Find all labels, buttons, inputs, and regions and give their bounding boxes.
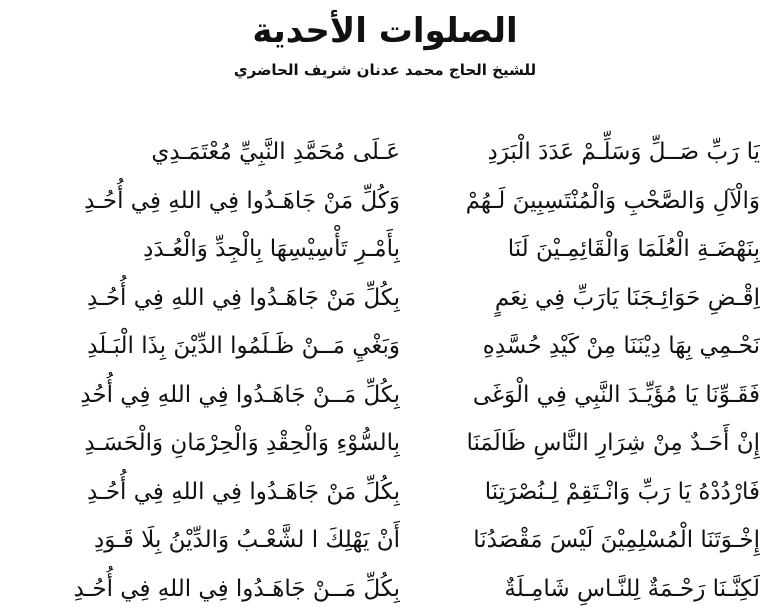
verse-row <box>10 177 760 226</box>
verse-row <box>10 565 760 613</box>
verse-first-hemistich: اِقْـضِ حَوَائِـجَنَا يَارَبِّ فِي نِعَمٍ <box>410 274 760 322</box>
verse-row <box>10 468 760 517</box>
verse-first-hemistich: إِخْـوَتَنَا الْمُسْلِمِيْنَ لَيْسَ مَقْصَدُنَا <box>410 516 760 564</box>
verse-row <box>10 322 760 371</box>
verse-second-hemistich: أَنْ يَهْلِكَ ا لشَّعْـبُ وَالدِّيْنُ بِلَا قَـوَدِ <box>10 516 400 564</box>
verse-second-hemistich: وَكُلِّ مَنْ جَاهَـدُوا فِي اللهِ فِي أُحُـدِ <box>10 177 400 225</box>
verse-first-hemistich: فَقَـوِّنَا يَا مُؤَيِّـدَ النَّبِي فِي الْوَغَى <box>410 371 760 419</box>
verse-first-hemistich: بِنَهْضَـةِ الْعُلَمَا وَالْقَائِمِـيْنَ لَنَا <box>410 225 760 273</box>
verse-second-hemistich: بِكُلِّ مَــنْ جَاهَـدُوا فِي اللهِ فِي أُحُـدِ <box>10 565 400 613</box>
verse-second-hemistich: بِكُلِّ مَنْ جَاهَـدُوا فِي اللهِ فِي أُحُـدِ <box>10 468 400 516</box>
verse-row <box>10 274 760 323</box>
verse-row <box>10 371 760 420</box>
verse-second-hemistich: بِكُلِّ مَنْ جَاهَـدُوا فِي اللهِ فِي أُحُـدِ <box>10 274 400 322</box>
poem <box>10 128 760 613</box>
page-title: الصلوات الأحدية <box>0 4 770 58</box>
verse-second-hemistich: بِالسُّوْءِ وَالْحِقْدِ وَالْحِرْمَانِ وَالْحَسَـدِ <box>10 419 400 467</box>
verse-row <box>10 225 760 274</box>
author-line: للشيخ الحاج محمد عدنان شريف الحاضري <box>0 58 770 82</box>
verse-second-hemistich: عَـلَى مُحَمَّدِ النَّبِيِّ مُعْتَمَـدِي <box>10 128 400 176</box>
verse-first-hemistich: إِنْ أَحَـدٌ مِنْ شِرَارِ النَّاسِ ظَالَمَنَا <box>410 419 760 467</box>
verse-first-hemistich: وَالْآلِ وَالصَّحْبِ وَالْمُنْتَسِبِينَ لَـهُمْ <box>410 177 760 225</box>
verse-second-hemistich: بِكُلِّ مَــنْ جَاهَـدُوا فِي اللهِ فِي أُحُدِ <box>10 371 400 419</box>
verse-first-hemistich: يَا رَبِّ صَــلِّ وَسَلِّـمْ عَدَدَ الْبَرَدِ <box>410 128 760 176</box>
verse-first-hemistich: نَحْـمِي بِهَا دِيْنَنَا مِنْ كَيْدِ حُسَّدِهِ <box>410 322 760 370</box>
verse-row <box>10 516 760 565</box>
verse-second-hemistich: بِأَمْـرِ تَأْسِيْسِهَا بِالْجِدِّ وَالْعُـدَدِ <box>10 225 400 273</box>
verse-first-hemistich: لَكِنَّـنَا رَحْـمَةٌ لِلنَّـاسِ شَامِـلَةٌ <box>410 565 760 613</box>
verse-second-hemistich: وَبَغْيِ مَــنْ ظَـلَمُوا الدِّيْنَ بِذَا الْبَـلَدِ <box>10 322 400 370</box>
verse-row <box>10 128 760 177</box>
verse-first-hemistich: فَارْدُدْهُ يَا رَبِّ وَانْـتَقِمْ لِـنُصْرَتِنَا <box>410 468 760 516</box>
verse-row <box>10 419 760 468</box>
